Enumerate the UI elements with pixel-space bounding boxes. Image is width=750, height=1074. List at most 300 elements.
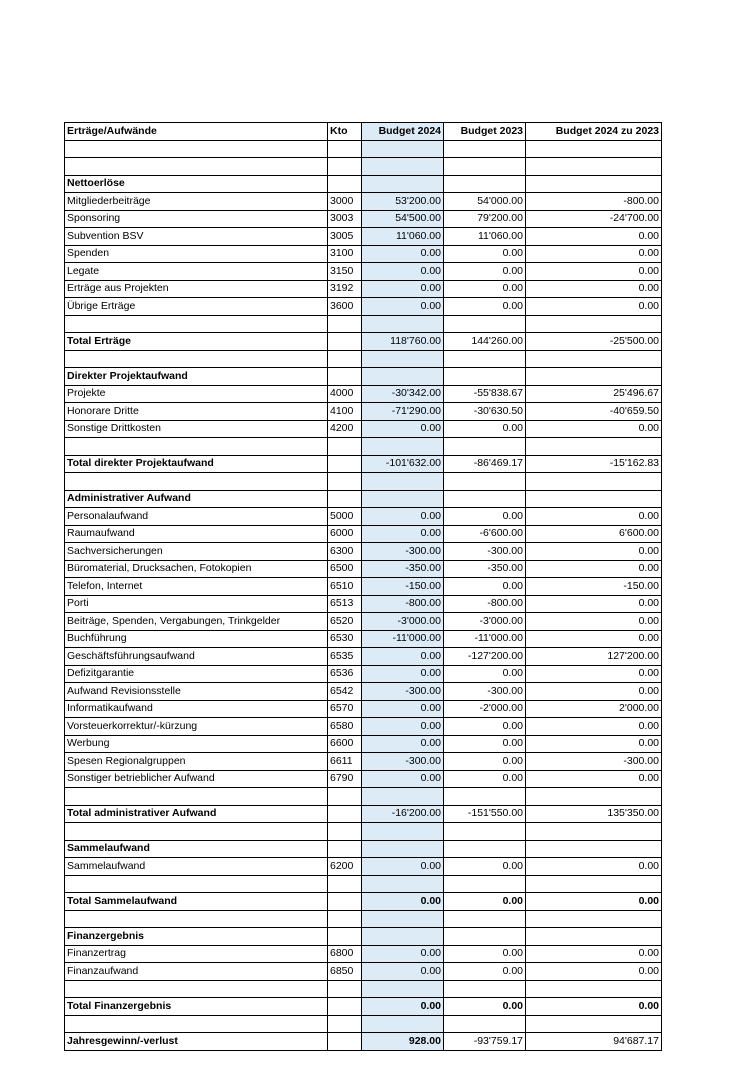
cell-budget-2024: 0.00 [362,508,444,526]
cell-budget-2023: -11'000.00 [444,630,526,648]
table-row [65,508,662,526]
cell-label: Personalaufwand [65,508,328,526]
cell-budget-2023 [444,490,526,508]
cell-budget-2023: 0.00 [444,263,526,281]
cell-budget-2024: 0.00 [362,718,444,736]
cell-budget-2024: 0.00 [362,998,444,1016]
cell-budget-diff: 94'687.17 [526,1033,662,1051]
table-row [65,263,662,281]
cell-kto: 4100 [328,403,362,421]
cell-budget-2023 [444,980,526,998]
cell-label [65,788,328,806]
cell-budget-2024: 0.00 [362,648,444,666]
cell-budget-2024 [362,490,444,508]
cell-budget-2023: -3'000.00 [444,613,526,631]
header-budget-2024: Budget 2024 [362,123,444,141]
cell-kto: 6500 [328,560,362,578]
cell-label [65,473,328,491]
cell-label: Informatikaufwand [65,700,328,718]
cell-budget-2024: 0.00 [362,280,444,298]
cell-label: Finanzergebnis [65,928,328,946]
cell-label: Geschäftsführungsaufwand [65,648,328,666]
cell-budget-2023 [444,840,526,858]
cell-budget-2023: 0.00 [444,945,526,963]
cell-budget-2024: 54'500.00 [362,210,444,228]
cell-kto: 3000 [328,193,362,211]
blank-row [65,140,662,158]
cell-kto: 6513 [328,595,362,613]
cell-budget-diff: 0.00 [526,508,662,526]
cell-budget-2023 [444,158,526,176]
section-header-row [65,928,662,946]
cell-label: Administrativer Aufwand [65,490,328,508]
cell-label: Beiträge, Spenden, Vergabungen, Trinkgelder [65,613,328,631]
section-header-row [65,490,662,508]
cell-budget-2023 [444,350,526,368]
cell-budget-2023: 0.00 [444,245,526,263]
cell-kto: 6850 [328,963,362,981]
cell-budget-2024 [362,1015,444,1033]
cell-budget-2023: 54'000.00 [444,193,526,211]
cell-budget-diff [526,438,662,456]
budget-table [64,122,662,1051]
cell-label: Sonstige Drittkosten [65,420,328,438]
cell-label: Vorsteuerkorrektur/-kürzung [65,718,328,736]
cell-kto: 3100 [328,245,362,263]
cell-budget-2024: -71'290.00 [362,403,444,421]
blank-row [65,1015,662,1033]
cell-label: Telefon, Internet [65,578,328,596]
header-budget-2023: Budget 2023 [444,123,526,141]
cell-budget-2024 [362,840,444,858]
cell-budget-diff: 0.00 [526,683,662,701]
cell-kto: 3150 [328,263,362,281]
cell-budget-2024: 118'760.00 [362,333,444,351]
cell-kto [328,438,362,456]
cell-label [65,350,328,368]
cell-kto: 6611 [328,753,362,771]
cell-label: Total administrativer Aufwand [65,805,328,823]
table-row [65,665,662,683]
cell-budget-2024: 11'060.00 [362,228,444,246]
cell-kto [328,893,362,911]
cell-budget-2024: 0.00 [362,298,444,316]
cell-budget-diff: 0.00 [526,735,662,753]
cell-label: Sammelaufwand [65,858,328,876]
cell-budget-diff: -15'162.83 [526,455,662,473]
cell-budget-2023: 0.00 [444,718,526,736]
cell-kto: 3005 [328,228,362,246]
cell-label: Werbung [65,735,328,753]
cell-budget-2023: -300.00 [444,683,526,701]
cell-budget-diff [526,490,662,508]
cell-kto [328,840,362,858]
cell-budget-2024 [362,928,444,946]
cell-budget-2024 [362,368,444,386]
cell-budget-diff [526,840,662,858]
cell-kto [328,315,362,333]
cell-budget-2023: -86'469.17 [444,455,526,473]
cell-budget-2024 [362,980,444,998]
cell-budget-diff [526,175,662,193]
table-row [65,403,662,421]
table-row [65,613,662,631]
cell-kto: 6800 [328,945,362,963]
cell-label [65,910,328,928]
cell-kto [328,998,362,1016]
cell-budget-2024: 0.00 [362,963,444,981]
cell-budget-diff: 2'000.00 [526,700,662,718]
cell-label: Buchführung [65,630,328,648]
total-row [65,455,662,473]
cell-budget-2023: -2'000.00 [444,700,526,718]
cell-budget-2023: 0.00 [444,770,526,788]
cell-budget-2023: 0.00 [444,963,526,981]
cell-budget-diff: 127'200.00 [526,648,662,666]
cell-budget-diff: 0.00 [526,630,662,648]
cell-label [65,158,328,176]
cell-kto: 6530 [328,630,362,648]
cell-budget-diff: -150.00 [526,578,662,596]
cell-budget-2024: 928.00 [362,1033,444,1051]
cell-kto [328,158,362,176]
cell-budget-2023: 11'060.00 [444,228,526,246]
cell-label: Büromaterial, Drucksachen, Fotokopien [65,560,328,578]
cell-budget-diff: 0.00 [526,718,662,736]
cell-budget-diff: 6'600.00 [526,525,662,543]
blank-row [65,315,662,333]
cell-kto [328,368,362,386]
cell-budget-2023: 0.00 [444,298,526,316]
cell-kto [328,140,362,158]
cell-budget-2024: -300.00 [362,543,444,561]
cell-kto: 6510 [328,578,362,596]
cell-budget-diff: -25'500.00 [526,333,662,351]
table-row [65,245,662,263]
cell-budget-2023: -93'759.17 [444,1033,526,1051]
cell-budget-diff: 0.00 [526,893,662,911]
cell-budget-2023: -151'550.00 [444,805,526,823]
blank-row [65,788,662,806]
cell-budget-2023 [444,473,526,491]
table-row [65,193,662,211]
cell-budget-2024: 0.00 [362,893,444,911]
cell-label [65,823,328,841]
table-row [65,753,662,771]
cell-budget-2024: 0.00 [362,665,444,683]
table-row [65,700,662,718]
total-row [65,333,662,351]
cell-budget-diff: 0.00 [526,963,662,981]
cell-budget-2023: -300.00 [444,543,526,561]
cell-budget-2024: -101'632.00 [362,455,444,473]
header-row [65,123,662,141]
cell-kto [328,333,362,351]
table-row [65,648,662,666]
cell-budget-2024 [362,788,444,806]
cell-budget-diff [526,140,662,158]
cell-kto: 4000 [328,385,362,403]
table-row [65,298,662,316]
table-row [65,525,662,543]
cell-budget-2024 [362,315,444,333]
cell-budget-2023 [444,315,526,333]
cell-budget-2024: -150.00 [362,578,444,596]
cell-budget-2024 [362,158,444,176]
cell-budget-2023: 0.00 [444,665,526,683]
blank-row [65,823,662,841]
cell-budget-diff [526,875,662,893]
cell-label: Total Finanzergebnis [65,998,328,1016]
cell-kto: 6520 [328,613,362,631]
table-row [65,210,662,228]
cell-budget-2023: -127'200.00 [444,648,526,666]
cell-budget-diff [526,368,662,386]
cell-kto: 5000 [328,508,362,526]
cell-budget-diff: 0.00 [526,665,662,683]
cell-kto [328,823,362,841]
cell-budget-2024 [362,438,444,456]
cell-budget-2024: -300.00 [362,683,444,701]
cell-budget-2023: 0.00 [444,280,526,298]
cell-label: Sponsoring [65,210,328,228]
table-row [65,683,662,701]
section-header-row [65,840,662,858]
cell-budget-diff: -24'700.00 [526,210,662,228]
cell-label: Mitgliederbeiträge [65,193,328,211]
cell-budget-diff: -300.00 [526,753,662,771]
cell-budget-2024 [362,823,444,841]
table-row [65,228,662,246]
cell-label [65,140,328,158]
cell-budget-diff: 0.00 [526,228,662,246]
cell-budget-2024: 0.00 [362,735,444,753]
cell-kto: 6570 [328,700,362,718]
cell-budget-diff: 0.00 [526,263,662,281]
cell-budget-diff: 0.00 [526,420,662,438]
cell-label: Porti [65,595,328,613]
cell-budget-2023: 0.00 [444,578,526,596]
cell-budget-diff: 0.00 [526,543,662,561]
result-row [65,1033,662,1051]
blank-row [65,910,662,928]
cell-label: Raumaufwand [65,525,328,543]
cell-label: Total Erträge [65,333,328,351]
cell-budget-2023 [444,788,526,806]
cell-budget-2023: -6'600.00 [444,525,526,543]
cell-kto [328,1033,362,1051]
cell-budget-2023 [444,928,526,946]
cell-budget-2024: -300.00 [362,753,444,771]
cell-budget-2023: 0.00 [444,858,526,876]
cell-kto [328,455,362,473]
cell-budget-2023 [444,175,526,193]
cell-budget-2024 [362,473,444,491]
cell-label [65,980,328,998]
cell-kto: 6300 [328,543,362,561]
cell-budget-2024: -16'200.00 [362,805,444,823]
cell-budget-2024 [362,140,444,158]
cell-label: Sammelaufwand [65,840,328,858]
cell-budget-2024: 53'200.00 [362,193,444,211]
blank-row [65,350,662,368]
cell-budget-2023: -350.00 [444,560,526,578]
blank-row [65,980,662,998]
cell-kto: 3192 [328,280,362,298]
cell-budget-2023 [444,368,526,386]
cell-label: Aufwand Revisionsstelle [65,683,328,701]
cell-budget-diff: 0.00 [526,770,662,788]
cell-budget-2024: 0.00 [362,700,444,718]
cell-budget-2023 [444,140,526,158]
cell-budget-2024: -800.00 [362,595,444,613]
table-row [65,543,662,561]
cell-budget-diff: 0.00 [526,280,662,298]
cell-budget-diff: 0.00 [526,945,662,963]
cell-kto [328,788,362,806]
cell-label: Sachversicherungen [65,543,328,561]
cell-budget-2023 [444,875,526,893]
cell-label: Erträge aus Projekten [65,280,328,298]
cell-kto: 3003 [328,210,362,228]
cell-kto [328,910,362,928]
cell-budget-2024: -3'000.00 [362,613,444,631]
cell-kto [328,175,362,193]
cell-budget-diff [526,158,662,176]
cell-budget-2023: 0.00 [444,753,526,771]
blank-row [65,473,662,491]
cell-budget-2023 [444,823,526,841]
cell-label: Honorare Dritte [65,403,328,421]
table-row [65,560,662,578]
cell-label: Übrige Erträge [65,298,328,316]
cell-budget-2024: 0.00 [362,525,444,543]
total-row [65,998,662,1016]
cell-budget-2024: 0.00 [362,858,444,876]
cell-kto: 6200 [328,858,362,876]
cell-budget-2024 [362,875,444,893]
cell-label: Total Sammelaufwand [65,893,328,911]
cell-budget-2023: -55'838.67 [444,385,526,403]
table-row [65,770,662,788]
cell-budget-2024 [362,350,444,368]
blank-row [65,875,662,893]
cell-label: Jahresgewinn/-verlust [65,1033,328,1051]
cell-kto [328,805,362,823]
blank-row [65,438,662,456]
cell-label [65,1015,328,1033]
cell-label: Finanzaufwand [65,963,328,981]
cell-budget-diff [526,315,662,333]
cell-label: Legate [65,263,328,281]
cell-budget-2024 [362,910,444,928]
table-row [65,945,662,963]
cell-kto [328,980,362,998]
cell-kto: 3600 [328,298,362,316]
table-row [65,718,662,736]
cell-budget-2023 [444,910,526,928]
total-row [65,805,662,823]
section-header-row [65,368,662,386]
cell-budget-diff: 0.00 [526,595,662,613]
cell-budget-2023: 0.00 [444,735,526,753]
cell-budget-2024: 0.00 [362,770,444,788]
table-row [65,578,662,596]
cell-budget-diff [526,928,662,946]
cell-budget-diff [526,823,662,841]
cell-label: Spesen Regionalgruppen [65,753,328,771]
cell-budget-2024 [362,175,444,193]
cell-budget-diff: 0.00 [526,298,662,316]
cell-label: Subvention BSV [65,228,328,246]
cell-budget-2023 [444,438,526,456]
cell-budget-diff: 0.00 [526,560,662,578]
blank-row [65,158,662,176]
cell-budget-diff: 0.00 [526,858,662,876]
cell-budget-diff: -40'659.50 [526,403,662,421]
cell-budget-diff [526,910,662,928]
cell-kto: 6535 [328,648,362,666]
cell-kto: 6000 [328,525,362,543]
cell-kto [328,350,362,368]
cell-kto [328,473,362,491]
cell-label: Projekte [65,385,328,403]
cell-kto: 6600 [328,735,362,753]
cell-budget-2023: -800.00 [444,595,526,613]
cell-label: Total direkter Projektaufwand [65,455,328,473]
cell-label [65,438,328,456]
table-row [65,963,662,981]
cell-budget-diff: 0.00 [526,245,662,263]
cell-label: Finanzertrag [65,945,328,963]
cell-budget-2024: -11'000.00 [362,630,444,648]
table-row [65,630,662,648]
cell-label [65,315,328,333]
cell-budget-diff: -800.00 [526,193,662,211]
cell-budget-2024: 0.00 [362,263,444,281]
cell-budget-2023: 0.00 [444,998,526,1016]
cell-budget-2023: 144'260.00 [444,333,526,351]
cell-budget-2024: -30'342.00 [362,385,444,403]
cell-budget-diff [526,1015,662,1033]
cell-budget-diff: 0.00 [526,613,662,631]
cell-budget-2023: 0.00 [444,420,526,438]
cell-label [65,875,328,893]
cell-label: Spenden [65,245,328,263]
cell-budget-diff [526,473,662,491]
cell-budget-diff: 135'350.00 [526,805,662,823]
cell-budget-2024: 0.00 [362,420,444,438]
table-row [65,858,662,876]
total-row [65,893,662,911]
table-row [65,420,662,438]
section-header-row [65,175,662,193]
cell-label: Direkter Projektaufwand [65,368,328,386]
table-body [65,140,662,1050]
table-row [65,385,662,403]
table-row [65,280,662,298]
header-budget-diff: Budget 2024 zu 2023 [526,123,662,141]
cell-kto [328,1015,362,1033]
cell-budget-2024: -350.00 [362,560,444,578]
cell-budget-diff [526,788,662,806]
cell-budget-2023: 0.00 [444,893,526,911]
header-label: Erträge/Aufwände [65,123,328,141]
cell-budget-diff: 0.00 [526,998,662,1016]
cell-kto: 6580 [328,718,362,736]
cell-kto [328,928,362,946]
table-row [65,735,662,753]
